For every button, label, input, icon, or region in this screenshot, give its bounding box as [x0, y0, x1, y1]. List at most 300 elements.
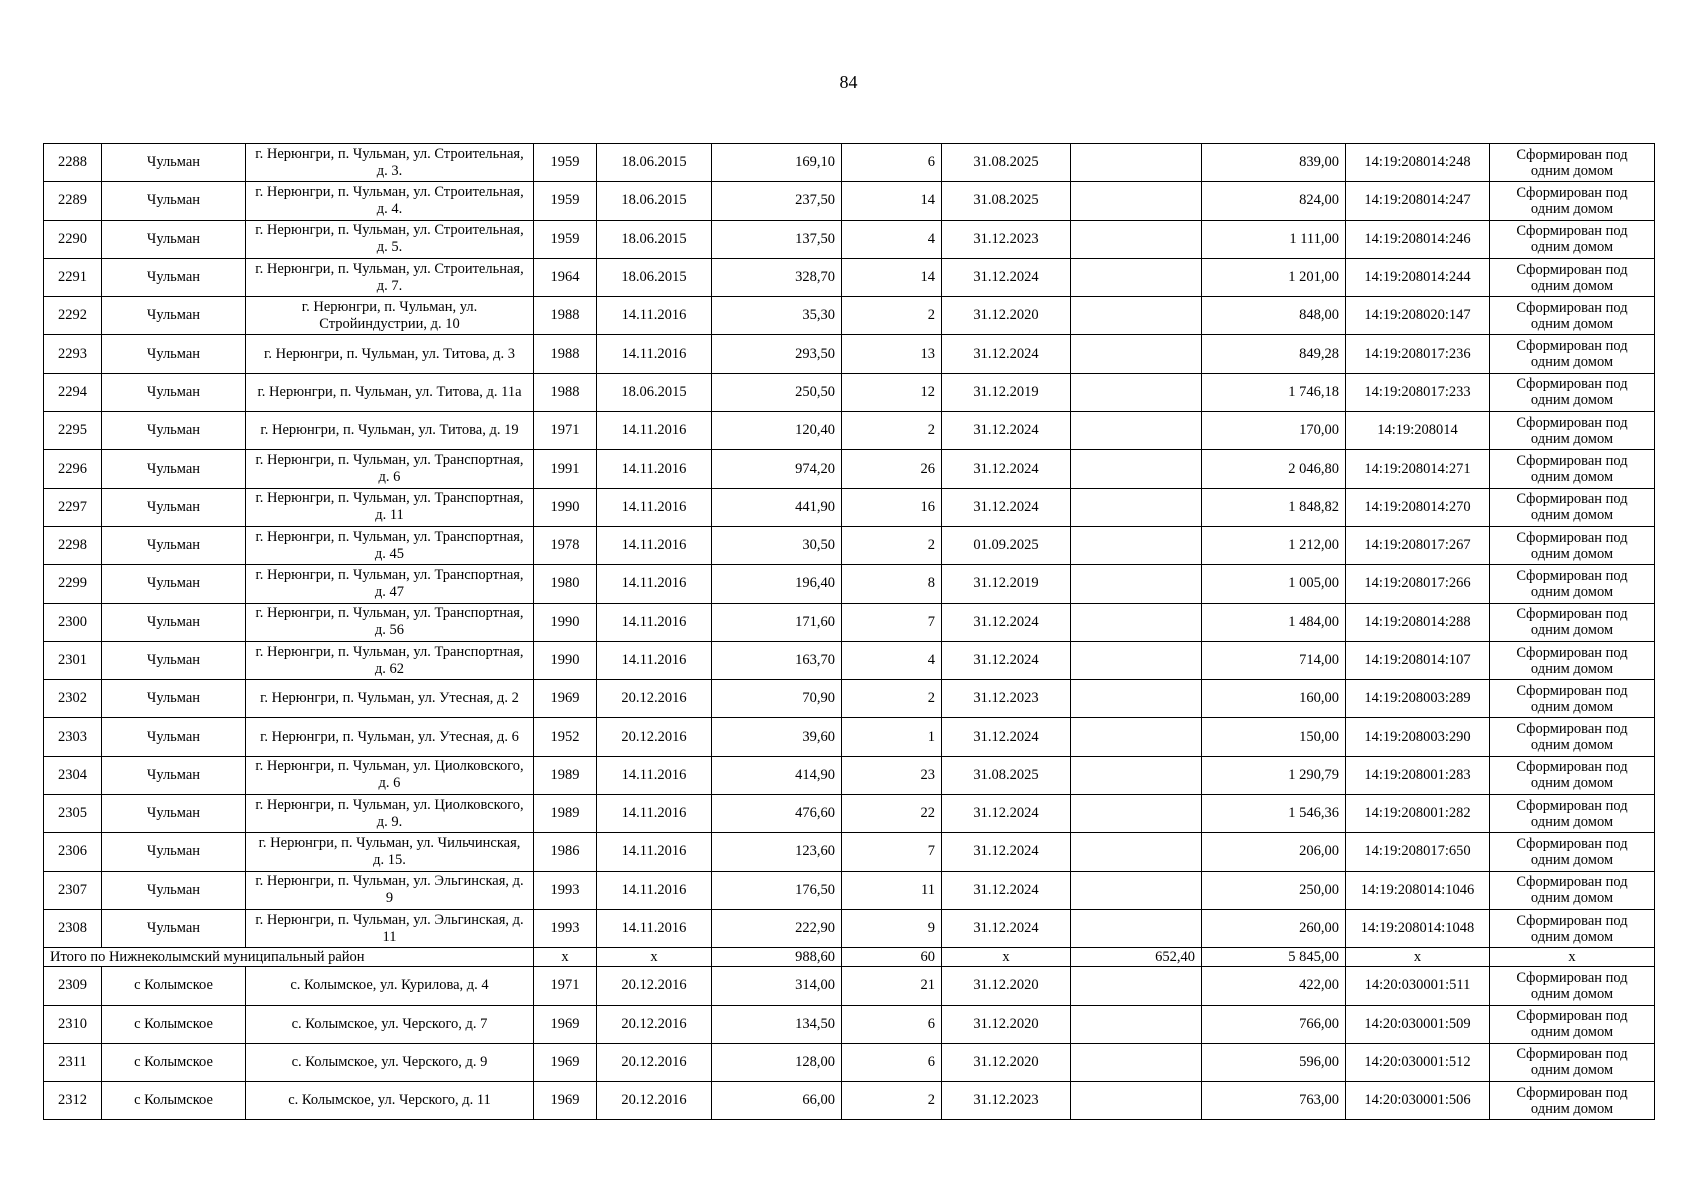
row-locality: Чульман	[102, 909, 246, 947]
row-deadline: 31.12.2019	[942, 565, 1071, 603]
row-status: Сформирован под одним домом	[1490, 1082, 1655, 1120]
row-extra	[1071, 718, 1202, 756]
row-deadline: 31.12.2020	[942, 1005, 1071, 1043]
row-year: 1980	[534, 565, 597, 603]
row-status: Сформирован под одним домом	[1490, 526, 1655, 564]
table-row	[44, 1005, 1655, 1043]
row-year: 1990	[534, 603, 597, 641]
row-number: 2297	[44, 488, 102, 526]
row-locality: Чульман	[102, 680, 246, 718]
row-address: г. Нерюнгри, п. Чульман, ул. Транспортная, д. 56	[246, 603, 534, 641]
row-deadline: 31.12.2024	[942, 718, 1071, 756]
row-deadline: 31.12.2024	[942, 641, 1071, 679]
row-status: Сформирован под одним домом	[1490, 565, 1655, 603]
row-residents: 12	[842, 373, 942, 411]
row-residents: 2	[842, 412, 942, 450]
row-cadastre: 14:19:208003:290	[1346, 718, 1490, 756]
row-address: г. Нерюнгри, п. Чульман, ул. Утесная, д. 2	[246, 680, 534, 718]
row-year: 1993	[534, 871, 597, 909]
row-cadastre: 14:20:030001:509	[1346, 1005, 1490, 1043]
row-status: Сформирован под одним домом	[1490, 373, 1655, 411]
row-extra	[1071, 641, 1202, 679]
total-deadline: х	[942, 948, 1071, 967]
row-status: Сформирован под одним домом	[1490, 220, 1655, 258]
row-deadline: 31.12.2024	[942, 909, 1071, 947]
row-extra	[1071, 144, 1202, 182]
row-area: 974,20	[712, 450, 842, 488]
row-land-area: 1 111,00	[1202, 220, 1346, 258]
table-row	[44, 967, 1655, 1005]
row-area: 30,50	[712, 526, 842, 564]
total-row	[44, 948, 1655, 967]
row-address: г. Нерюнгри, п. Чульман, ул. Стройиндустрии, д. 10	[246, 297, 534, 335]
row-deadline: 31.12.2019	[942, 373, 1071, 411]
row-date: 14.11.2016	[597, 641, 712, 679]
row-date: 20.12.2016	[597, 1005, 712, 1043]
row-deadline: 31.12.2020	[942, 1043, 1071, 1081]
row-extra	[1071, 488, 1202, 526]
row-year: 1990	[534, 488, 597, 526]
row-residents: 14	[842, 182, 942, 220]
row-cadastre: 14:19:208020:147	[1346, 297, 1490, 335]
row-date: 14.11.2016	[597, 871, 712, 909]
row-cadastre: 14:19:208014:288	[1346, 603, 1490, 641]
row-status: Сформирован под одним домом	[1490, 1043, 1655, 1081]
row-extra	[1071, 412, 1202, 450]
row-locality: с Колымское	[102, 967, 246, 1005]
row-area: 169,10	[712, 144, 842, 182]
row-cadastre: 14:19:208014:107	[1346, 641, 1490, 679]
row-locality: Чульман	[102, 565, 246, 603]
row-locality: Чульман	[102, 220, 246, 258]
row-residents: 14	[842, 258, 942, 296]
table-row	[44, 795, 1655, 833]
row-number: 2304	[44, 756, 102, 794]
row-residents: 4	[842, 641, 942, 679]
row-number: 2302	[44, 680, 102, 718]
row-number: 2294	[44, 373, 102, 411]
row-number: 2311	[44, 1043, 102, 1081]
table-row	[44, 1082, 1655, 1120]
row-residents: 13	[842, 335, 942, 373]
row-address: г. Нерюнгри, п. Чульман, ул. Строительная, д. 4.	[246, 182, 534, 220]
row-address: г. Нерюнгри, п. Чульман, ул. Эльгинская, д. 11	[246, 909, 534, 947]
row-locality: Чульман	[102, 258, 246, 296]
row-address: с. Колымское, ул. Черского, д. 9	[246, 1043, 534, 1081]
row-residents: 7	[842, 603, 942, 641]
table-row	[44, 258, 1655, 296]
row-status: Сформирован под одним домом	[1490, 871, 1655, 909]
row-cadastre: 14:20:030001:512	[1346, 1043, 1490, 1081]
row-number: 2312	[44, 1082, 102, 1120]
row-locality: Чульман	[102, 297, 246, 335]
row-area: 250,50	[712, 373, 842, 411]
table-body	[44, 144, 1655, 1120]
row-extra	[1071, 565, 1202, 603]
row-deadline: 31.12.2024	[942, 795, 1071, 833]
row-status: Сформирован под одним домом	[1490, 297, 1655, 335]
row-status: Сформирован под одним домом	[1490, 182, 1655, 220]
row-locality: Чульман	[102, 795, 246, 833]
row-land-area: 170,00	[1202, 412, 1346, 450]
row-area: 171,60	[712, 603, 842, 641]
row-deadline: 31.12.2024	[942, 488, 1071, 526]
row-cadastre: 14:19:208001:282	[1346, 795, 1490, 833]
row-land-area: 714,00	[1202, 641, 1346, 679]
row-locality: Чульман	[102, 182, 246, 220]
row-area: 128,00	[712, 1043, 842, 1081]
row-deadline: 31.12.2023	[942, 1082, 1071, 1120]
table-row	[44, 526, 1655, 564]
total-area2: 5 845,00	[1202, 948, 1346, 967]
row-land-area: 150,00	[1202, 718, 1346, 756]
row-area: 328,70	[712, 258, 842, 296]
row-address: г. Нерюнгри, п. Чульман, ул. Транспортная, д. 47	[246, 565, 534, 603]
row-residents: 6	[842, 144, 942, 182]
row-number: 2306	[44, 833, 102, 871]
row-extra	[1071, 335, 1202, 373]
row-number: 2300	[44, 603, 102, 641]
row-deadline: 31.12.2024	[942, 833, 1071, 871]
row-extra	[1071, 1005, 1202, 1043]
row-land-area: 849,28	[1202, 335, 1346, 373]
total-year: х	[534, 948, 597, 967]
row-area: 137,50	[712, 220, 842, 258]
table-row	[44, 756, 1655, 794]
row-extra	[1071, 1082, 1202, 1120]
row-land-area: 1 484,00	[1202, 603, 1346, 641]
row-date: 14.11.2016	[597, 565, 712, 603]
total-cadastre: х	[1346, 948, 1490, 967]
row-area: 293,50	[712, 335, 842, 373]
row-status: Сформирован под одним домом	[1490, 335, 1655, 373]
row-locality: с Колымское	[102, 1005, 246, 1043]
row-residents: 11	[842, 871, 942, 909]
table-row	[44, 603, 1655, 641]
row-date: 14.11.2016	[597, 526, 712, 564]
row-date: 14.11.2016	[597, 488, 712, 526]
row-status: Сформирован под одним домом	[1490, 412, 1655, 450]
row-residents: 21	[842, 967, 942, 1005]
row-land-area: 766,00	[1202, 1005, 1346, 1043]
row-land-area: 839,00	[1202, 144, 1346, 182]
row-date: 14.11.2016	[597, 795, 712, 833]
row-area: 196,40	[712, 565, 842, 603]
row-status: Сформирован под одним домом	[1490, 756, 1655, 794]
row-status: Сформирован под одним домом	[1490, 1005, 1655, 1043]
table-row	[44, 335, 1655, 373]
row-extra	[1071, 909, 1202, 947]
row-locality: Чульман	[102, 603, 246, 641]
row-year: 1990	[534, 641, 597, 679]
row-year: 1991	[534, 450, 597, 488]
row-cadastre: 14:19:208017:233	[1346, 373, 1490, 411]
row-area: 39,60	[712, 718, 842, 756]
row-cadastre: 14:19:208001:283	[1346, 756, 1490, 794]
row-area: 237,50	[712, 182, 842, 220]
row-residents: 2	[842, 680, 942, 718]
row-address: г. Нерюнгри, п. Чульман, ул. Строительная, д. 3.	[246, 144, 534, 182]
row-extra	[1071, 182, 1202, 220]
row-address: г. Нерюнгри, п. Чульман, ул. Чильчинская, д. 15.	[246, 833, 534, 871]
row-address: г. Нерюнгри, п. Чульман, ул. Титова, д. 19	[246, 412, 534, 450]
row-cadastre: 14:19:208014:244	[1346, 258, 1490, 296]
row-date: 14.11.2016	[597, 833, 712, 871]
row-year: 1971	[534, 967, 597, 1005]
row-locality: Чульман	[102, 833, 246, 871]
row-extra	[1071, 833, 1202, 871]
row-status: Сформирован под одним домом	[1490, 450, 1655, 488]
row-cadastre: 14:19:208014:246	[1346, 220, 1490, 258]
row-number: 2310	[44, 1005, 102, 1043]
row-year: 1959	[534, 182, 597, 220]
row-year: 1989	[534, 756, 597, 794]
row-deadline: 31.12.2024	[942, 412, 1071, 450]
row-address: г. Нерюнгри, п. Чульман, ул. Транспортная, д. 11	[246, 488, 534, 526]
row-land-area: 1 005,00	[1202, 565, 1346, 603]
row-land-area: 1 746,18	[1202, 373, 1346, 411]
row-land-area: 260,00	[1202, 909, 1346, 947]
row-address: г. Нерюнгри, п. Чульман, ул. Транспортная, д. 62	[246, 641, 534, 679]
row-locality: Чульман	[102, 641, 246, 679]
row-land-area: 1 546,36	[1202, 795, 1346, 833]
row-date: 14.11.2016	[597, 756, 712, 794]
row-address: г. Нерюнгри, п. Чульман, ул. Утесная, д. 6	[246, 718, 534, 756]
row-land-area: 160,00	[1202, 680, 1346, 718]
row-land-area: 250,00	[1202, 871, 1346, 909]
table-row	[44, 488, 1655, 526]
row-deadline: 31.12.2024	[942, 450, 1071, 488]
row-cadastre: 14:19:208003:289	[1346, 680, 1490, 718]
table-row	[44, 680, 1655, 718]
row-year: 1971	[534, 412, 597, 450]
row-status: Сформирован под одним домом	[1490, 144, 1655, 182]
row-date: 18.06.2015	[597, 144, 712, 182]
row-locality: с Колымское	[102, 1043, 246, 1081]
row-number: 2305	[44, 795, 102, 833]
row-residents: 2	[842, 297, 942, 335]
row-number: 2288	[44, 144, 102, 182]
row-date: 14.11.2016	[597, 335, 712, 373]
row-number: 2292	[44, 297, 102, 335]
row-area: 222,90	[712, 909, 842, 947]
row-year: 1964	[534, 258, 597, 296]
row-year: 1969	[534, 680, 597, 718]
row-residents: 1	[842, 718, 942, 756]
row-locality: Чульман	[102, 718, 246, 756]
row-year: 1969	[534, 1043, 597, 1081]
row-address: г. Нерюнгри, п. Чульман, ул. Титова, д. 11а	[246, 373, 534, 411]
table-row	[44, 412, 1655, 450]
row-year: 1959	[534, 144, 597, 182]
row-residents: 2	[842, 526, 942, 564]
row-deadline: 31.08.2025	[942, 144, 1071, 182]
row-extra	[1071, 297, 1202, 335]
row-deadline: 01.09.2025	[942, 526, 1071, 564]
row-number: 2303	[44, 718, 102, 756]
table-row	[44, 182, 1655, 220]
row-cadastre: 14:20:030001:506	[1346, 1082, 1490, 1120]
row-land-area: 824,00	[1202, 182, 1346, 220]
row-date: 14.11.2016	[597, 909, 712, 947]
row-cadastre: 14:19:208017:236	[1346, 335, 1490, 373]
row-status: Сформирован под одним домом	[1490, 833, 1655, 871]
row-deadline: 31.12.2024	[942, 258, 1071, 296]
row-deadline: 31.12.2024	[942, 603, 1071, 641]
row-residents: 6	[842, 1043, 942, 1081]
row-address: с. Колымское, ул. Курилова, д. 4	[246, 967, 534, 1005]
row-deadline: 31.12.2023	[942, 680, 1071, 718]
row-extra	[1071, 795, 1202, 833]
row-locality: Чульман	[102, 335, 246, 373]
row-residents: 9	[842, 909, 942, 947]
row-number: 2289	[44, 182, 102, 220]
row-residents: 8	[842, 565, 942, 603]
row-number: 2301	[44, 641, 102, 679]
row-land-area: 206,00	[1202, 833, 1346, 871]
table-row	[44, 220, 1655, 258]
row-cadastre: 14:19:208017:266	[1346, 565, 1490, 603]
total-people: 60	[842, 948, 942, 967]
row-address: г. Нерюнгри, п. Чульман, ул. Строительная, д. 7.	[246, 258, 534, 296]
row-year: 1988	[534, 373, 597, 411]
row-locality: Чульман	[102, 526, 246, 564]
row-area: 35,30	[712, 297, 842, 335]
page-number: 84	[839, 72, 858, 92]
row-year: 1952	[534, 718, 597, 756]
row-address: г. Нерюнгри, п. Чульман, ул. Строительная, д. 5.	[246, 220, 534, 258]
row-date: 14.11.2016	[597, 603, 712, 641]
row-date: 14.11.2016	[597, 450, 712, 488]
row-extra	[1071, 871, 1202, 909]
row-number: 2299	[44, 565, 102, 603]
row-extra	[1071, 526, 1202, 564]
row-extra	[1071, 450, 1202, 488]
row-area: 70,90	[712, 680, 842, 718]
row-status: Сформирован под одним домом	[1490, 488, 1655, 526]
row-land-area: 763,00	[1202, 1082, 1346, 1120]
row-year: 1993	[534, 909, 597, 947]
row-land-area: 2 046,80	[1202, 450, 1346, 488]
row-date: 20.12.2016	[597, 718, 712, 756]
row-number: 2308	[44, 909, 102, 947]
row-cadastre: 14:19:208014	[1346, 412, 1490, 450]
row-locality: Чульман	[102, 756, 246, 794]
row-date: 14.11.2016	[597, 297, 712, 335]
table-row	[44, 641, 1655, 679]
row-locality: Чульман	[102, 412, 246, 450]
row-number: 2309	[44, 967, 102, 1005]
row-residents: 7	[842, 833, 942, 871]
row-locality: Чульман	[102, 871, 246, 909]
row-date: 20.12.2016	[597, 1082, 712, 1120]
row-locality: Чульман	[102, 144, 246, 182]
row-locality: с Колымское	[102, 1082, 246, 1120]
row-residents: 2	[842, 1082, 942, 1120]
row-extra	[1071, 756, 1202, 794]
row-status: Сформирован под одним домом	[1490, 641, 1655, 679]
row-area: 120,40	[712, 412, 842, 450]
total-status: х	[1490, 948, 1655, 967]
row-deadline: 31.08.2025	[942, 756, 1071, 794]
row-number: 2293	[44, 335, 102, 373]
row-cadastre: 14:19:208014:247	[1346, 182, 1490, 220]
row-cadastre: 14:19:208017:650	[1346, 833, 1490, 871]
row-status: Сформирован под одним домом	[1490, 795, 1655, 833]
row-area: 476,60	[712, 795, 842, 833]
row-land-area: 422,00	[1202, 967, 1346, 1005]
row-extra	[1071, 258, 1202, 296]
row-residents: 22	[842, 795, 942, 833]
row-number: 2296	[44, 450, 102, 488]
row-date: 18.06.2015	[597, 373, 712, 411]
row-deadline: 31.08.2025	[942, 182, 1071, 220]
row-land-area: 1 212,00	[1202, 526, 1346, 564]
row-land-area: 1 848,82	[1202, 488, 1346, 526]
row-area: 314,00	[712, 967, 842, 1005]
row-extra	[1071, 967, 1202, 1005]
row-land-area: 1 290,79	[1202, 756, 1346, 794]
row-number: 2295	[44, 412, 102, 450]
table-row	[44, 450, 1655, 488]
row-residents: 4	[842, 220, 942, 258]
row-status: Сформирован под одним домом	[1490, 967, 1655, 1005]
row-date: 20.12.2016	[597, 680, 712, 718]
table-row	[44, 297, 1655, 335]
row-area: 176,50	[712, 871, 842, 909]
total-label: Итого по Нижнеколымский муниципальный район	[44, 948, 534, 967]
row-cadastre: 14:19:208014:270	[1346, 488, 1490, 526]
row-year: 1969	[534, 1082, 597, 1120]
row-year: 1969	[534, 1005, 597, 1043]
table-row	[44, 909, 1655, 947]
row-address: с. Колымское, ул. Черского, д. 11	[246, 1082, 534, 1120]
row-date: 14.11.2016	[597, 412, 712, 450]
row-address: г. Нерюнгри, п. Чульман, ул. Циолковского, д. 9.	[246, 795, 534, 833]
row-cadastre: 14:19:208014:248	[1346, 144, 1490, 182]
row-locality: Чульман	[102, 373, 246, 411]
row-status: Сформирован под одним домом	[1490, 909, 1655, 947]
row-area: 134,50	[712, 1005, 842, 1043]
row-extra	[1071, 603, 1202, 641]
row-address: г. Нерюнгри, п. Чульман, ул. Циолковского, д. 6	[246, 756, 534, 794]
table-row	[44, 565, 1655, 603]
row-year: 1978	[534, 526, 597, 564]
row-land-area: 848,00	[1202, 297, 1346, 335]
row-deadline: 31.12.2023	[942, 220, 1071, 258]
row-cadastre: 14:20:030001:511	[1346, 967, 1490, 1005]
row-date: 18.06.2015	[597, 258, 712, 296]
row-area: 441,90	[712, 488, 842, 526]
row-date: 18.06.2015	[597, 182, 712, 220]
table-row	[44, 144, 1655, 182]
row-deadline: 31.12.2024	[942, 871, 1071, 909]
row-land-area: 1 201,00	[1202, 258, 1346, 296]
row-address: г. Нерюнгри, п. Чульман, ул. Эльгинская, д. 9	[246, 871, 534, 909]
row-status: Сформирован под одним домом	[1490, 680, 1655, 718]
row-residents: 26	[842, 450, 942, 488]
row-date: 20.12.2016	[597, 967, 712, 1005]
row-date: 18.06.2015	[597, 220, 712, 258]
row-number: 2298	[44, 526, 102, 564]
total-area: 988,60	[712, 948, 842, 967]
row-land-area: 596,00	[1202, 1043, 1346, 1081]
row-number: 2290	[44, 220, 102, 258]
row-deadline: 31.12.2020	[942, 967, 1071, 1005]
row-extra	[1071, 220, 1202, 258]
row-area: 163,70	[712, 641, 842, 679]
table-row	[44, 718, 1655, 756]
